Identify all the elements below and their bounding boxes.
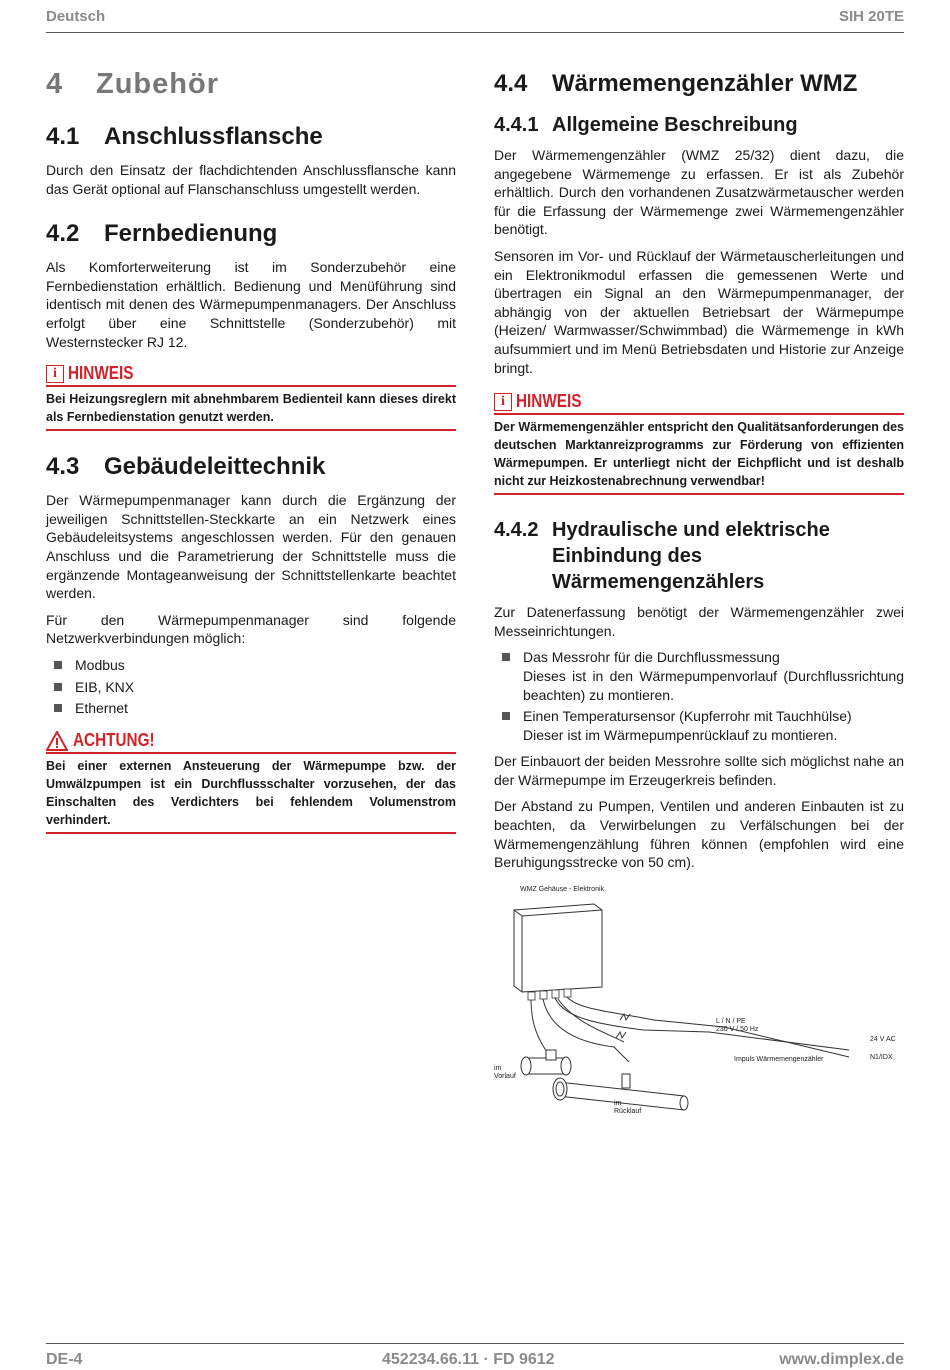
note-text: Der Wärmemengenzähler entspricht den Qualitätsanforderungen des deutschen Marktanreizprogramms zur Förderung von effizienten Wärmepumpen. Er unterliegt nicht der Eichpflicht und ist deshalb nicht zur Heizkostenabrechnung verwendbar! — [494, 420, 904, 489]
subsection-title: Allgemeine Beschreibung — [552, 114, 798, 136]
note-text: Bei Heizungsreglern mit abnehmbarem Bedienteil kann dieses direkt als Fernbedienstation genutzt werden. — [46, 392, 456, 425]
website-link[interactable]: www.dimplex.de — [779, 1351, 904, 1368]
section-4-4-1 — [494, 112, 904, 377]
paragraph: Der Einbauort der beiden Messrohre sollte sich möglichst nahe an der Wärmepumpe im Erzeugerkreis befinden. — [494, 753, 904, 788]
subsection-title: Hydraulische und elektrische Einbindung des Wärmemengenzählers — [552, 519, 830, 594]
paragraph: Sensoren im Vor- und Rücklauf der Wärmetauscherleitungen und ein Elektronikmodul erfassen die gemessenen Werte und übertragen ein Signal an den Wärmepumpenmanager, der abhängig von der aktuellen Betriebsart der Wärmepumpe (Heizen/ Warmwasser/Schwimmbad) die Wärmemenge in kWh aufsummiert und im Menü Betriebsdaten und Historie zur Anzeige bringt. — [494, 247, 904, 376]
section-number: 4.2 — [46, 220, 80, 248]
chapter-title — [46, 68, 456, 101]
list-item-main: Das Messrohr für die Durchflussmessung — [523, 649, 780, 666]
page-number: DE-4 — [46, 1351, 83, 1368]
header-model: SIH 20TE — [838, 8, 904, 25]
vorlauf-label-2: Vorlauf — [494, 1072, 516, 1080]
list-item: EIB, KNX — [46, 678, 456, 697]
note-label: HINWEIS — [516, 391, 582, 412]
section-title: Fernbedienung — [104, 220, 278, 248]
list-item — [494, 707, 904, 744]
chapter-number: 4 — [46, 68, 64, 100]
power-label: L / N / PE — [716, 1017, 746, 1025]
chapter-heading: Zubehör — [96, 68, 219, 100]
left-column — [46, 64, 456, 856]
section-title: Anschlussflansche — [104, 123, 323, 150]
section-title: Wärmemengenzähler WMZ — [552, 70, 858, 97]
section-heading — [46, 123, 456, 151]
note-label: HINWEIS — [68, 363, 134, 384]
list-item-main: Einen Temperatursensor (Kupferrohr mit Tauchhülse) — [523, 708, 852, 725]
ac-label: 24 V AC — [870, 1035, 896, 1043]
section-number: 4.1 — [46, 123, 80, 150]
note-header — [494, 391, 904, 415]
vorlauf-label-1: im — [494, 1064, 502, 1072]
section-heading — [494, 70, 904, 98]
n1-label: N1/IDX — [870, 1053, 893, 1061]
subsection-heading — [494, 517, 904, 595]
list-item: Modbus — [46, 656, 456, 675]
paragraph: Als Komforterweiterung ist im Sonderzubehör eine Fernbedienstation erhältlich. Bedienung und Menüführung sind identisch mit denen des Wärmepumpenmanagers. Der Anschluss erfolgt über eine Schnittstelle (Sonderzubehör) mit Westernstecker RJ 12. — [46, 259, 456, 350]
doc-number: 452234.66.11 · FD 9612 — [382, 1351, 555, 1368]
equipment-list — [494, 648, 904, 744]
section-heading — [46, 453, 456, 481]
note-header — [46, 363, 456, 387]
section-title: Gebäudeleittechnik — [104, 453, 326, 481]
power-label-2: 230 V / 50 Hz — [716, 1025, 759, 1033]
housing-label: WMZ Gehäuse - Elektronik — [520, 885, 605, 893]
ruecklauf-label-2: Rücklauf — [614, 1107, 642, 1115]
list-item-sub: Dieser ist im Wärmepumpenrücklauf zu montieren. — [523, 726, 838, 743]
section-heading — [46, 220, 456, 248]
warning-icon — [46, 731, 68, 751]
hinweis-note-wmz — [494, 391, 904, 495]
wmz-illustration — [494, 882, 904, 1132]
achtung-warning — [46, 730, 456, 834]
section-4-3 — [46, 453, 456, 718]
paragraph: Durch den Einsatz der flachdichtenden Anschlussflansche kann das Gerät optional auf Flanschanschluss umgestellt werden. — [46, 162, 456, 197]
warning-label: ACHTUNG! — [73, 729, 155, 750]
right-column — [494, 64, 904, 1132]
paragraph: Für den Wärmepumpenmanager sind folgende Netzwerkverbindungen möglich: — [46, 611, 456, 647]
hinweis-note — [46, 363, 456, 431]
page-footer — [46, 1343, 904, 1370]
paragraph: Zur Datenerfassung benötigt der Wärmemengenzähler zwei Messeinrichtungen. — [494, 604, 904, 639]
section-4-4-2 — [494, 517, 904, 872]
subsection-number: 4.4.2 — [494, 519, 539, 542]
page-header — [46, 6, 904, 33]
info-icon: i — [494, 393, 512, 411]
list-item — [494, 648, 904, 704]
subsection-number: 4.4.1 — [494, 114, 539, 136]
section-4-2 — [46, 220, 456, 351]
warning-header — [46, 730, 456, 754]
paragraph: Der Wärmepumpenmanager kann durch die Ergänzung der jeweiligen Schnittstellen-Steckkarte an ein Netzwerk eines Gebäudeleitsystems angeschlossen werden. Für den genauen Anschluss und die Parametrierung der Schnittstelle muss die ergänzende Montageanweisung der Schnittstellenkarte beachtet werden. — [46, 492, 456, 602]
section-number: 4.4 — [494, 70, 528, 97]
section-4-1 — [46, 123, 456, 198]
header-language: Deutsch — [46, 8, 106, 25]
list-item-sub: Dieses ist in den Wärmepumpenvorlauf (Durchflussrichtung beachten) zu montieren. — [523, 667, 904, 703]
paragraph: Der Wärmemengenzähler (WMZ 25/32) dient dazu, die angegebene Wärmemenge zu erfassen. Er ist als Zubehör erhältlich. Durch den vorhandenen Zusatzwärmetauscher werden für die Erfassung der Wärmemenge zwei Wärmemengenzähler benötigt. — [494, 147, 904, 238]
subsection-heading — [494, 112, 904, 138]
info-icon: i — [46, 365, 64, 383]
wmz-figure — [494, 882, 904, 1132]
ruecklauf-label-1: im — [614, 1099, 622, 1107]
warning-text: Bei einer externen Ansteuerung der Wärmepumpe bzw. der Umwälzpumpen ist ein Durchflussschalter vorzusehen, der das Einschalten des Verdichters bei fehlendem Volumenstrom verhindert. — [46, 758, 456, 827]
section-number: 4.3 — [46, 453, 80, 481]
network-list — [46, 656, 456, 718]
paragraph: Der Abstand zu Pumpen, Ventilen und anderen Einbauten ist zu beachten, da Verwirbelungen zu Verfälschungen bei der Wärmemengenzählung führen können (empfohlen wird eine Beruhigungsstrecke von 50 cm). — [494, 798, 904, 871]
list-item: Ethernet — [46, 699, 456, 718]
impuls-label: Impuls Wärmemengenzähler — [734, 1055, 824, 1063]
